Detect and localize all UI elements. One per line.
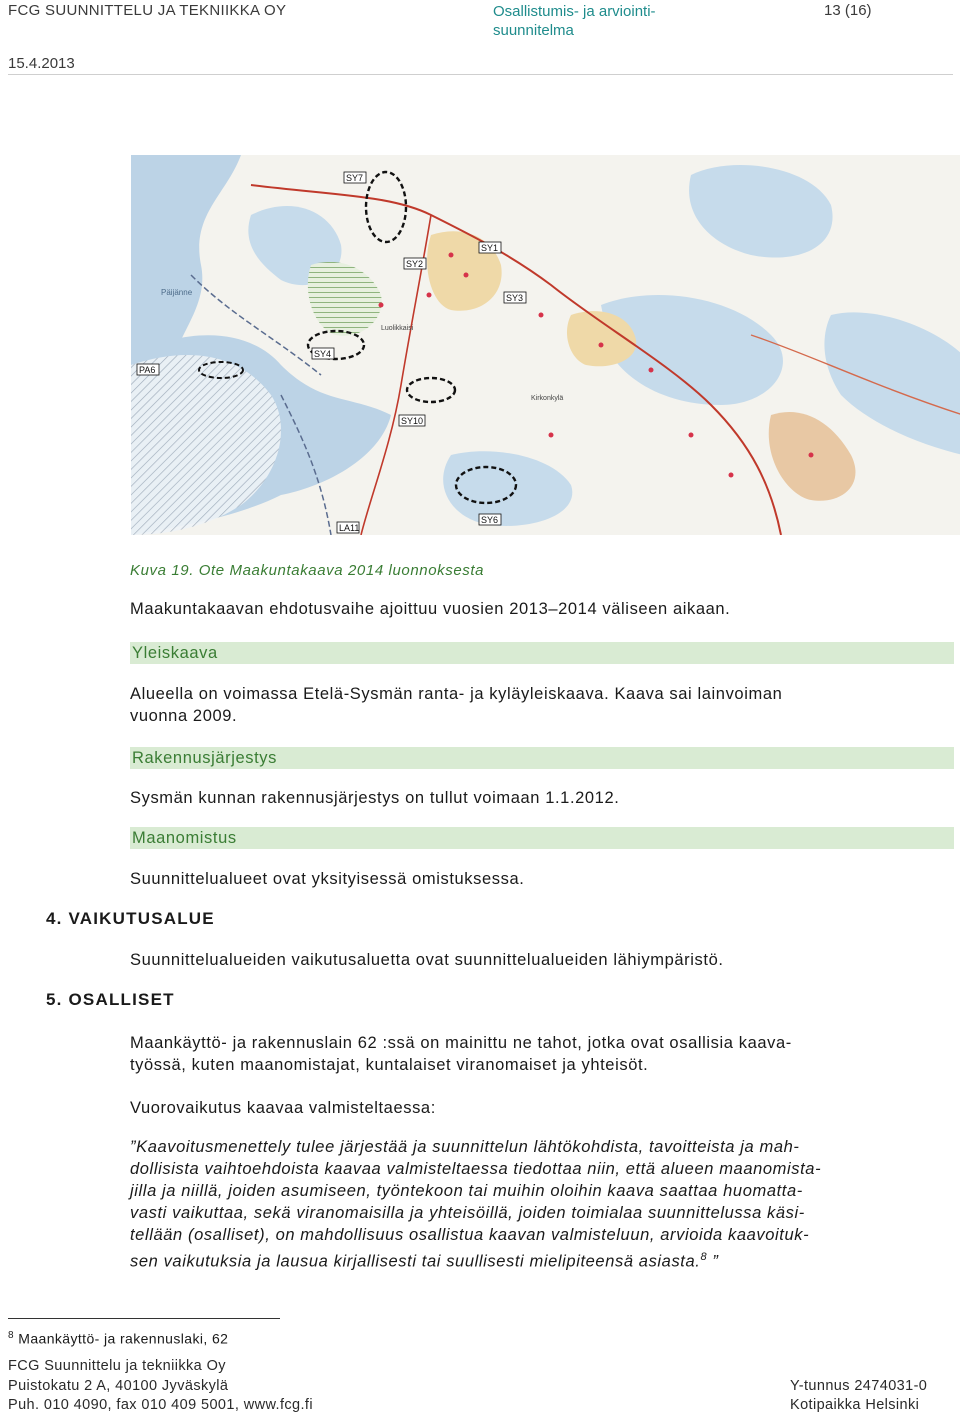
header-doc-title	[493, 2, 656, 40]
section-heading-vaikutusalue: 4. VAIKUTUSALUE	[46, 909, 215, 928]
law-quote	[130, 1136, 954, 1273]
vaikutusalue-text: Suunnittelualueiden vaikutusaluetta ovat suunnittelualueiden lähiympäristö.	[130, 951, 724, 969]
yleiskaava-text-line2: vuonna 2009.	[130, 707, 238, 725]
header-rule	[8, 74, 953, 75]
footnote	[8, 1330, 228, 1347]
law-quote-line: dollisista vaihtoehdoista kaavaa valmisteltaessa tiedottaa niin, että alueen maanomista-	[130, 1160, 822, 1178]
figure-caption: Kuva 19. Ote Maakuntakaava 2014 luonnoksesta	[130, 562, 485, 579]
map-label-sy7: SY7	[346, 173, 364, 183]
yleiskaava-heading: Yleiskaava	[130, 642, 954, 664]
map-label-sy3: SY3	[506, 293, 524, 303]
footnote-text: Maankäyttö- ja rakennuslaki, 62	[18, 1330, 229, 1347]
law-quote-line: vasti vaikuttaa, sekä viranomaisilla ja yhteisöillä, joiden toimialaa suunnittelussa käsi-	[130, 1204, 805, 1222]
footnote-reference: 8	[700, 1251, 708, 1263]
footnote-rule	[8, 1318, 280, 1319]
map-label-sy6: SY6	[481, 515, 499, 525]
header-doc-title-line2: suunnitelma	[493, 22, 574, 39]
section-heading-osalliset: 5. OSALLISET	[46, 990, 175, 1009]
law-quote-close-mark: ”	[712, 1252, 719, 1271]
map-image	[131, 155, 960, 535]
footer-company: FCG Suunnittelu ja tekniikka Oy	[8, 1358, 226, 1374]
footer-domicile: Kotipaikka Helsinki	[790, 1397, 920, 1413]
law-quote-line: jilla ja niillä, joiden asumiseen, työntekoon tai muihin oloihin kaava saattaa huomatta-	[130, 1182, 803, 1200]
law-quote-line: sen vaikutuksia ja lausua kirjallisesti tai suullisesti mielipiteensä asiasta.	[130, 1252, 701, 1271]
footer-contact: Puh. 010 4090, fax 010 409 5001, www.fcg.fi	[8, 1397, 313, 1413]
map-label-sy4: SY4	[314, 349, 332, 359]
map-label-village: Luolikkaisi	[381, 325, 414, 332]
law-quote-line: ”Kaavoitusmenettely tulee järjestää ja suunnittelun lähtökohdista, tavoitteista ja mah-	[130, 1138, 800, 1156]
header-date: 15.4.2013	[8, 55, 75, 72]
rakennusjarjestys-heading: Rakennusjärjestys	[130, 747, 954, 769]
footer-business-id: Y-tunnus 2474031-0	[790, 1378, 928, 1394]
map-label-sy2: SY2	[406, 259, 424, 269]
vuorovaikutus-label: Vuorovaikutus kaavaa valmisteltaessa:	[130, 1099, 436, 1117]
map-label-lake: Päijänne	[161, 288, 193, 297]
map-label-town: Kirkonkylä	[531, 395, 564, 402]
maanomistus-text: Suunnittelualueet ovat yksityisessä omistuksessa.	[130, 870, 525, 888]
footnote-number: 8	[8, 1330, 14, 1341]
header-page-number: 13 (16)	[824, 2, 872, 19]
header-company: FCG SUUNNITTELU JA TEKNIIKKA OY	[8, 2, 287, 19]
yleiskaava-text	[130, 683, 782, 727]
figure-text: Maakuntakaavan ehdotusvaihe ajoittuu vuosien 2013–2014 väliseen aikaan.	[130, 600, 731, 618]
regional-plan-map	[131, 155, 960, 535]
header-doc-title-line1: Osallistumis- ja arviointi-	[493, 3, 656, 20]
law-quote-line: tellään (osalliset), on mahdollisuus osallistua kaavan valmisteluun, arvioida kaavoituk-	[130, 1226, 810, 1244]
map-label-pa6: PA6	[139, 365, 156, 375]
map-label-sy10: SY10	[401, 416, 424, 426]
footer-address: Puistokatu 2 A, 40100 Jyväskylä	[8, 1378, 229, 1394]
yleiskaava-text-line1: Alueella on voimassa Etelä-Sysmän ranta- ja kyläyleiskaava. Kaava sai lainvoiman	[130, 685, 783, 703]
maanomistus-heading: Maanomistus	[130, 827, 954, 849]
rakennusjarjestys-text: Sysmän kunnan rakennusjärjestys on tullut voimaan 1.1.2012.	[130, 789, 620, 807]
osalliset-paragraph	[130, 1032, 792, 1076]
map-label-la11: LA11	[339, 523, 360, 533]
osalliset-paragraph-line2: työssä, kuten maanomistajat, kuntalaiset viranomaiset ja yhteisöt.	[130, 1056, 649, 1074]
map-label-sy1: SY1	[481, 243, 499, 253]
osalliset-paragraph-line1: Maankäyttö- ja rakennuslain 62 :ssä on mainittu ne tahot, jotka ovat osallisia kaava-	[130, 1034, 792, 1052]
law-quote-last-line	[130, 1246, 954, 1273]
